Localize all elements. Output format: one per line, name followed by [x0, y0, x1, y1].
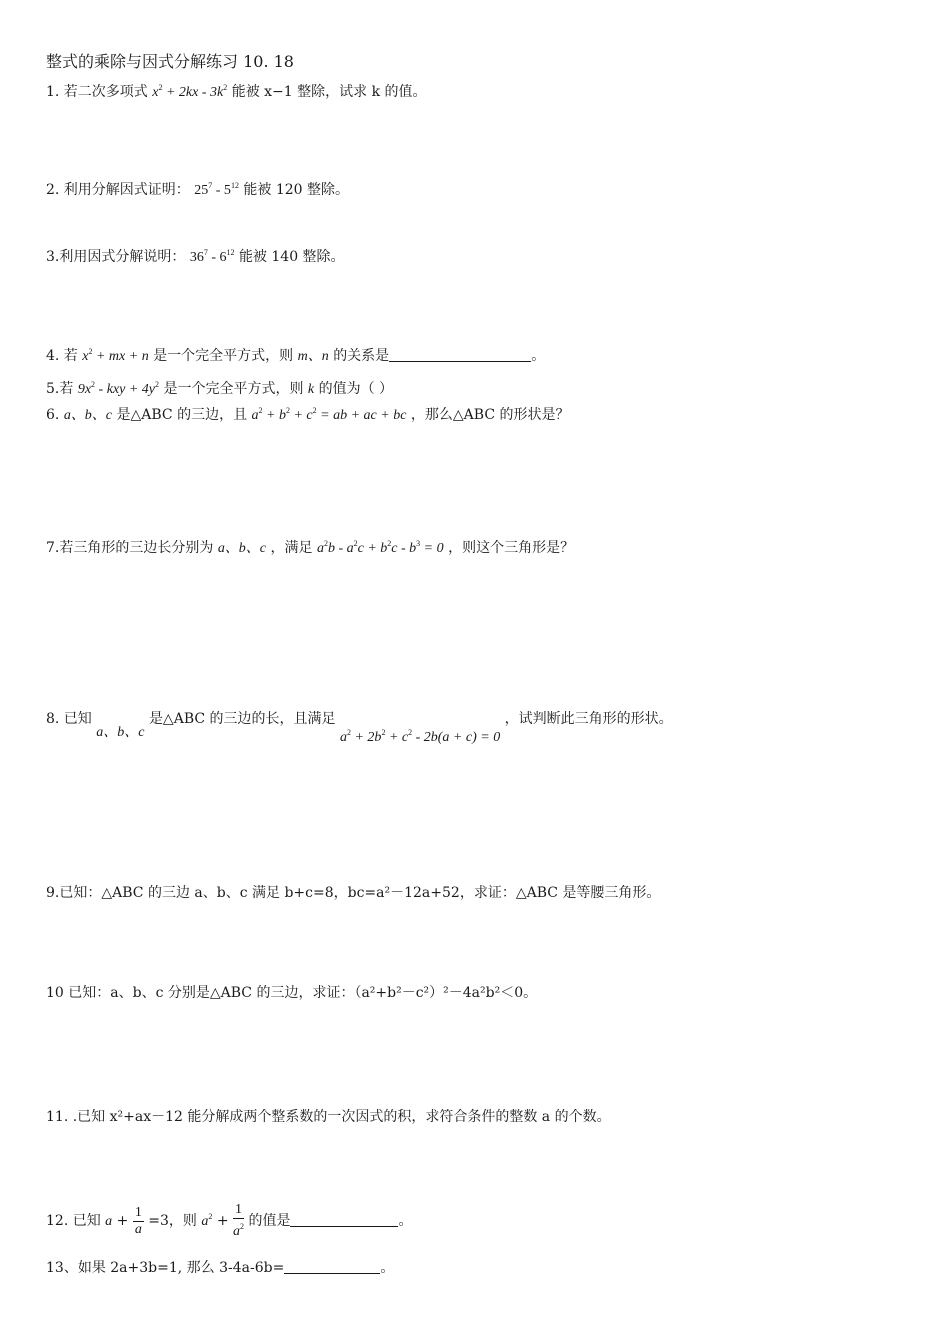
answer-blank[interactable]	[389, 347, 531, 362]
question-1: 1. 若二次多项式 $x^2 + 2kx - 3k^2$ 能被 x−1 整除，试求 k 的值。	[46, 83, 427, 100]
q4-expression: $x^2$ + mx + n	[82, 347, 149, 364]
question-3: 3.利用因式分解说明： $36^7 - 6^{12}$ 能被 140 整除。	[46, 248, 345, 265]
q2-expression: $25^7 - 5^{12}$	[194, 181, 239, 198]
question-13: 13、如果 2a+3b=1, 那么 3-4a-6b= 。	[46, 1260, 395, 1276]
question-8: 8. 已知 a、b、c 是△ABC 的三边的长，且满足 $a^2 + 2b^2 + c^2 - 2b(a + c) = 0$ ，试判断此三角形的形状。	[46, 711, 673, 745]
q8-expression: $a^2 + 2b^2 + c^2 - 2b(a + c) = 0$	[339, 728, 501, 745]
fraction-1-over-a-squared: $\frac{1}{a^2}$	[233, 1202, 244, 1239]
q3-expression: $36^7 - 6^{12}$	[189, 248, 235, 265]
question-12: 12. 已知 a + $\frac{1}{a}$ =3，则 $a^2$ + $\frac{1}{a^2}$ 的值是 。	[46, 1202, 413, 1239]
answer-blank[interactable]	[290, 1212, 398, 1227]
question-9: 9.已知：△ABC 的三边 a、b、c 满足 b+c=8，bc=a²－12a+52，求证：△ABC 是等腰三角形。	[46, 885, 661, 901]
question-10: 10 已知：a、b、c 分别是△ABC 的三边，求证：（a²+b²－c²）²－4a²b²＜0。	[46, 985, 538, 1001]
question-4: 4. 若 $x^2$ + mx + n 是一个完全平方式，则 m、n 的关系是 。	[46, 347, 546, 364]
q5-expression: $9x^2$ - kxy + $4y^2$	[77, 380, 159, 397]
answer-blank[interactable]	[284, 1259, 380, 1274]
q7-expression: $a^2b - a^2c + b^2c - b^3 = 0$	[316, 539, 444, 556]
q6-expression: $a^2 + b^2 + c^2$ = ab + ac + bc	[251, 406, 407, 423]
page-title: 整式的乘除与因式分解练习 10. 18	[46, 52, 294, 71]
fraction-1-over-a: $\frac{1}{a}$	[134, 1204, 142, 1237]
question-5: 5.若 $9x^2$ - kxy + $4y^2$ 是一个完全平方式，则 k 的值为（ ）	[46, 380, 394, 397]
q1-expression: $x^2 + 2kx - 3k^2$	[152, 83, 228, 100]
question-7: 7.若三角形的三边长分别为 a、b、c ，满足 $a^2b - a^2c + b^2c - b^3 = 0$ ，则这个三角形是？	[46, 539, 575, 556]
question-11: 11. .已知 x²+ax－12 能分解成两个整系数的一次因式的积，求符合条件的整数 a 的个数。	[46, 1109, 611, 1125]
question-2: 2. 利用分解因式证明： $25^7 - 5^{12}$ 能被 120 整除。	[46, 181, 350, 198]
question-6: 6. a、b、c 是△ABC 的三边，且 $a^2 + b^2 + c^2$ = ab + ac + bc ，那么△ABC 的形状是？	[46, 406, 570, 423]
